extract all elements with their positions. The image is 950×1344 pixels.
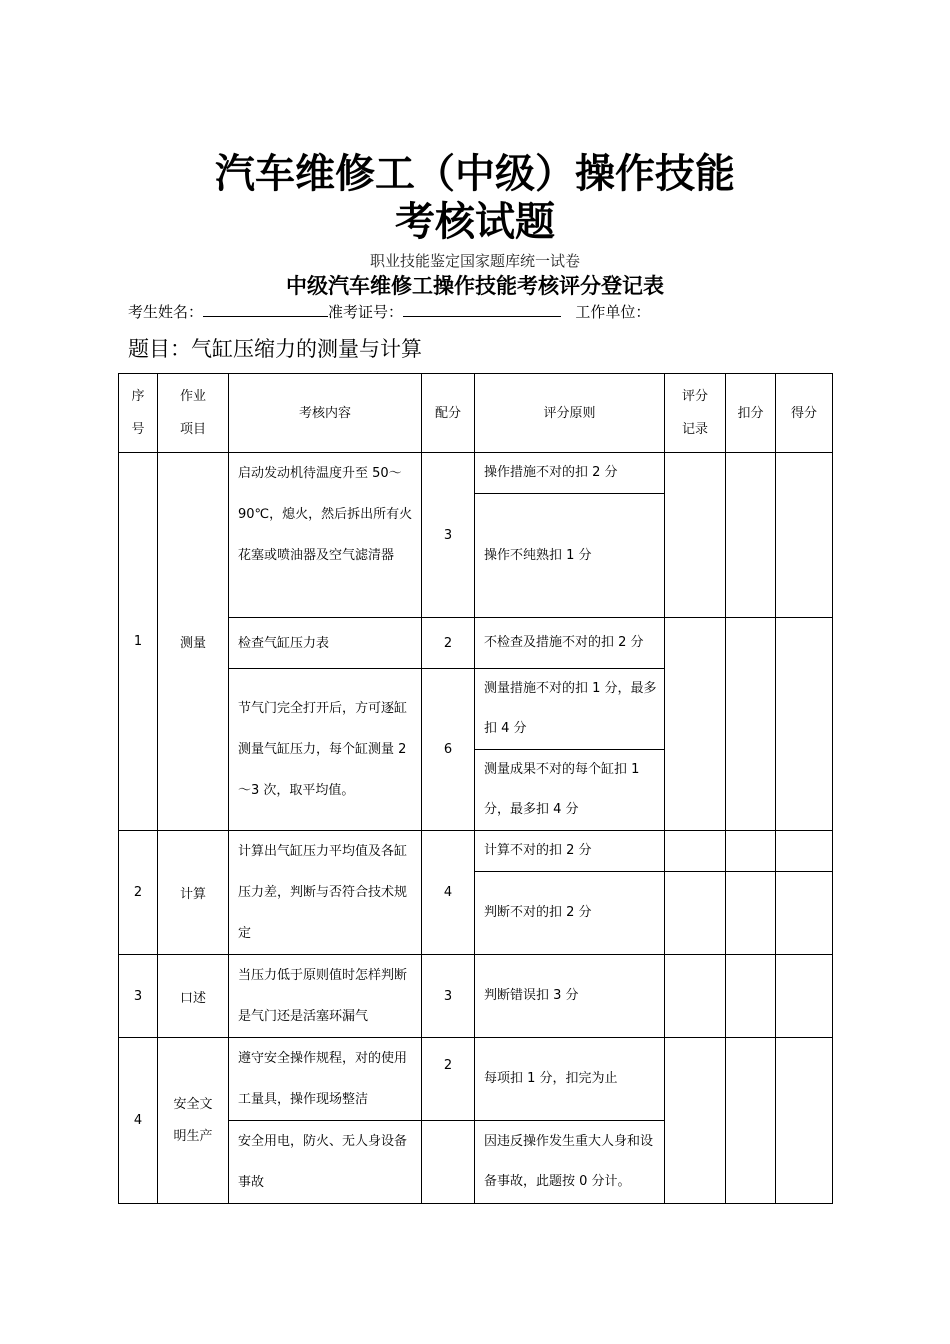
row1-rule-1a: 操作措施不对的扣 2 分	[475, 453, 665, 494]
row3-deduct	[726, 955, 776, 1038]
row3-content: 当压力低于原则值时怎样判断是气门还是活塞环漏气	[229, 955, 422, 1038]
row1-rule-3a: 测量措施不对的扣 1 分，最多扣 4 分	[475, 669, 665, 750]
row4-content-1: 遵守安全操作规程，对的使用工量具，操作现场整洁	[229, 1038, 422, 1121]
row4-record	[665, 1038, 726, 1204]
row3-score: 3	[422, 955, 475, 1038]
document-title-line1: 汽车维修工（中级）操作技能	[215, 151, 735, 197]
header-item: 作业 项目	[158, 374, 229, 453]
row2-get-a	[776, 831, 833, 872]
row1-content-2: 检查气缸压力表	[229, 618, 422, 669]
table-row	[119, 453, 833, 494]
row3-item: 口述	[158, 955, 229, 1038]
row4-get	[776, 1038, 833, 1204]
row4-rule-1: 每项扣 1 分，扣完为止	[475, 1038, 665, 1121]
row1-score-3: 6	[422, 669, 475, 831]
document-subtitle: 职业技能鉴定国家题库统一试卷	[369, 252, 580, 270]
row1-get-2	[776, 618, 833, 831]
unit-label: 工作单位：	[575, 303, 651, 321]
row1-content-1: 启动发动机待温度升至 50～90℃，熄火，然后拆出所有火花塞或喷油器及空气滤清器	[229, 453, 422, 618]
row2-rule-a: 计算不对的扣 2 分	[475, 831, 665, 872]
table-row	[119, 1038, 833, 1121]
row2-seq: 2	[119, 831, 158, 955]
row1-score-2: 2	[422, 618, 475, 669]
row1-rule-1b: 操作不纯熟扣 1 分	[475, 494, 665, 618]
row2-record-a	[665, 831, 726, 872]
row1-score-1: 3	[422, 453, 475, 618]
header-rules: 评分原则	[475, 374, 665, 453]
header-deduct: 扣分	[726, 374, 776, 453]
name-blank	[203, 302, 328, 317]
row1-seq: 1	[119, 453, 158, 831]
row1-get-1	[776, 453, 833, 618]
header-record: 评分 记录	[665, 374, 726, 453]
row4-content-2: 安全用电，防火、无人身设备事故	[229, 1121, 422, 1204]
row4-rule-2: 因违反操作发生重大人身和设备事故，此题按 0 分计。	[475, 1121, 665, 1204]
header-get: 得分	[776, 374, 833, 453]
row1-record-1	[665, 453, 726, 618]
header-seq: 序 号	[119, 374, 158, 453]
form-title: 中级汽车维修工操作技能考核评分登记表	[286, 274, 664, 298]
row2-item: 计算	[158, 831, 229, 955]
row2-rule-b: 判断不对的扣 2 分	[475, 872, 665, 955]
row4-score-2	[422, 1121, 475, 1204]
row4-score-1: 2	[422, 1038, 475, 1121]
row2-deduct-b	[726, 872, 776, 955]
row2-get-b	[776, 872, 833, 955]
row2-deduct-a	[726, 831, 776, 872]
document-title-line2: 考核试题	[395, 199, 555, 245]
row1-rule-3b: 测量成果不对的每个缸扣 1 分，最多扣 4 分	[475, 750, 665, 831]
row1-deduct-1	[726, 453, 776, 618]
row2-record-b	[665, 872, 726, 955]
row3-rule: 判断错误扣 3 分	[475, 955, 665, 1038]
row4-seq: 4	[119, 1038, 158, 1204]
row2-content: 计算出气缸压力平均值及各缸压力差，判断与否符合技术规定	[229, 831, 422, 955]
name-label: 考生姓名：	[128, 303, 204, 321]
row1-record-2	[665, 618, 726, 831]
exam-topic: 题目：气缸压缩力的测量与计算	[128, 337, 422, 361]
row1-rule-2: 不检查及措施不对的扣 2 分	[475, 618, 665, 669]
row3-get	[776, 955, 833, 1038]
candidate-info-row	[128, 301, 650, 322]
row3-seq: 3	[119, 955, 158, 1038]
table-row	[119, 955, 833, 1038]
row1-deduct-2	[726, 618, 776, 831]
id-label: 准考证号：	[328, 303, 404, 321]
row1-item: 测量	[158, 453, 229, 831]
table-row	[119, 831, 833, 872]
row2-score: 4	[422, 831, 475, 955]
table-header-row	[119, 374, 833, 453]
header-score: 配分	[422, 374, 475, 453]
row4-deduct	[726, 1038, 776, 1204]
score-table	[118, 373, 833, 1204]
row3-record	[665, 955, 726, 1038]
header-content: 考核内容	[229, 374, 422, 453]
row1-content-3: 节气门完全打开后，方可逐缸测量气缸压力，每个缸测量 2～3 次，取平均值。	[229, 669, 422, 831]
row4-item: 安全文明生产	[158, 1038, 229, 1204]
id-blank	[403, 302, 561, 317]
